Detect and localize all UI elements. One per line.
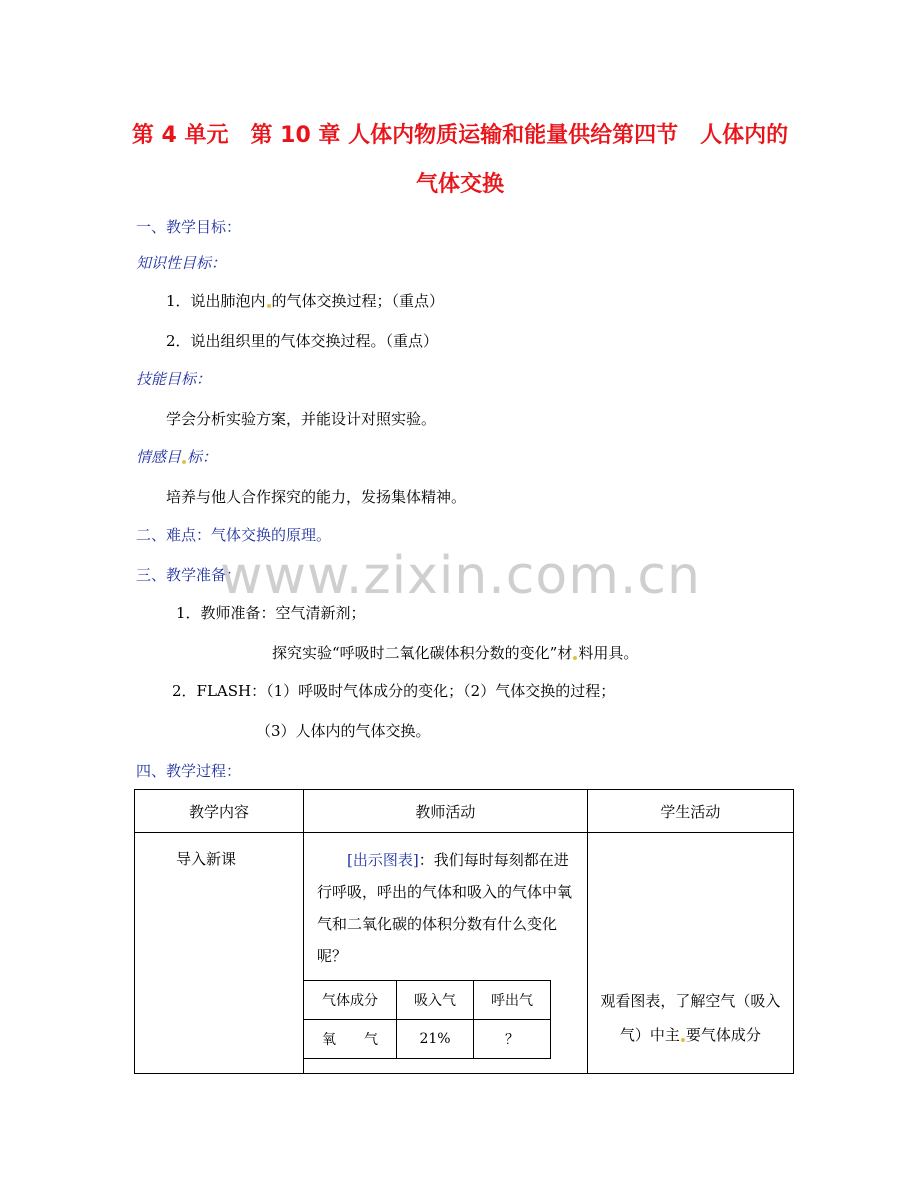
- teacher-text: [305, 834, 586, 972]
- knowledge-item-1: [166, 290, 444, 311]
- table-header-row: [135, 790, 794, 833]
- inner-cell-inhaled: 21%: [397, 1020, 474, 1059]
- document-title-line2: 气体交换: [415, 172, 504, 197]
- knowledge-heading: 知识性目标：: [136, 254, 227, 272]
- prep-item-1b-part-b: 料用具。: [578, 644, 639, 662]
- inner-header-exhaled: 呼出气: [474, 981, 551, 1020]
- prep-item-1b-part-a: 探究实验“呼吸时二氧化碳体积分数的变化”材: [272, 644, 573, 662]
- watermark: www.zixin.com.cn: [220, 546, 701, 606]
- header-student: 学生活动: [587, 790, 793, 833]
- prep-item-2: 2．FLASH：（1）呼吸时气体成分的变化；（2）气体交换的过程；: [172, 682, 616, 700]
- inner-cell-exhaled: ？: [474, 1020, 551, 1059]
- table-row: [135, 833, 794, 1074]
- cell-teacher: [304, 833, 588, 1074]
- emotion-heading: [136, 446, 217, 467]
- difficulty-heading: 二、难点：气体交换的原理。: [136, 526, 332, 544]
- emotion-heading-part-b: 标：: [187, 448, 218, 466]
- skill-heading: 技能目标：: [136, 370, 212, 388]
- knowledge-item-1-part-b: 的气体交换过程；（重点）: [271, 292, 445, 310]
- inner-cell-gas: 氧 气: [304, 1020, 397, 1059]
- skill-item-1: 学会分析实验方案，并能设计对照实验。: [166, 410, 437, 428]
- header-teacher: 教师活动: [304, 790, 588, 833]
- process-heading: 四、教学过程：: [136, 762, 242, 780]
- document-title-line1: 第 4 单元 第 10 章 人体内物质运输和能量供给第四节 人体内的: [131, 123, 789, 148]
- teacher-body: ：我们每时每刻都在进行呼吸，呼出的气体和吸入的气体中氧气和二氧化碳的体积分数有什么变化呢？: [317, 851, 573, 965]
- highlight-dot-icon: [267, 304, 271, 308]
- student-text-part-b: 要气体成分: [685, 1026, 761, 1044]
- student-text-part-a: 观看图表，了解空气（吸入气）中主: [600, 992, 781, 1044]
- inner-header-gas: 气体成分: [304, 981, 397, 1020]
- prep-item-3: （3）人体内的气体交换。: [256, 722, 431, 740]
- cell-content: [135, 833, 304, 1074]
- emotion-item-1: 培养与他人合作探究的能力，发扬集体精神。: [166, 488, 467, 506]
- teacher-tag: [出示图表]: [347, 851, 419, 869]
- process-table: [134, 789, 794, 1074]
- goals-heading: 一、教学目标：: [136, 218, 242, 236]
- prep-item-1: 1．教师准备：空气清新剂；: [176, 604, 366, 622]
- inner-header-row: [304, 981, 551, 1020]
- prep-heading: 三、教学准备：: [136, 566, 242, 584]
- cell-student: [587, 833, 793, 1074]
- emotion-heading-part-a: 情感目: [136, 448, 182, 466]
- content-text: 导入新课: [176, 850, 237, 868]
- highlight-dot-icon: [573, 656, 577, 660]
- student-text: [589, 834, 792, 1052]
- gas-composition-table: [303, 980, 551, 1059]
- prep-item-1b: [272, 642, 638, 663]
- knowledge-item-1-part-a: 1．说出肺泡内: [166, 292, 266, 310]
- inner-header-inhaled: 吸入气: [397, 981, 474, 1020]
- highlight-dot-icon: [681, 1038, 685, 1042]
- header-content: 教学内容: [135, 790, 304, 833]
- knowledge-item-2: 2．说出组织里的气体交换过程。（重点）: [166, 332, 439, 350]
- highlight-dot-icon: [182, 460, 186, 464]
- inner-row: [304, 1020, 551, 1059]
